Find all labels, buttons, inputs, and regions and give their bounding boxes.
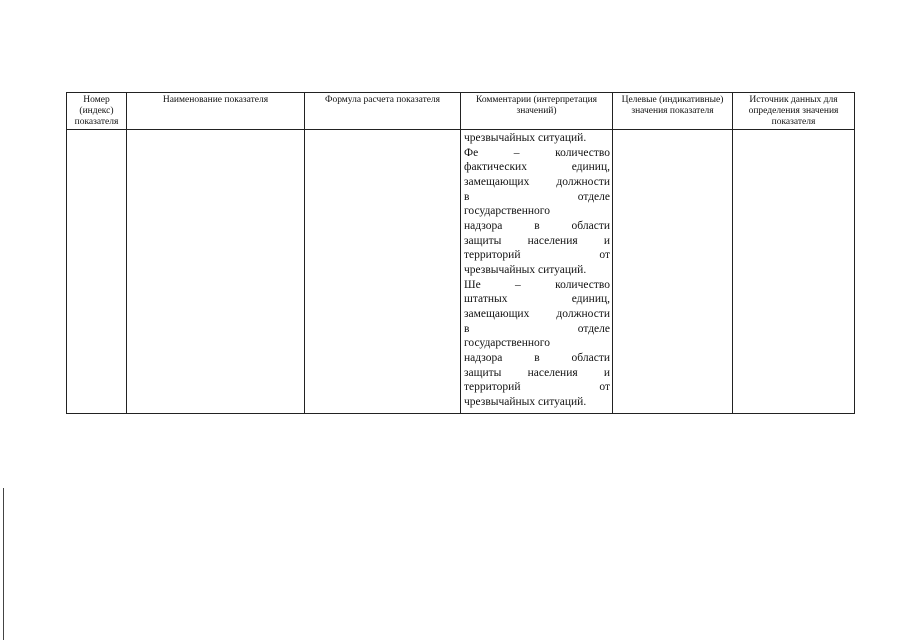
- comment-line: государственного: [464, 337, 550, 350]
- comment-line: Ше – количество: [464, 278, 610, 291]
- comment-line: чрезвычайных ситуаций.: [464, 395, 587, 408]
- comment-line: чрезвычайных ситуаций.: [464, 132, 587, 144]
- comment-line: фактических единиц,: [464, 161, 610, 174]
- comment-line: территорий от: [464, 381, 610, 394]
- comment-line: штатных единиц,: [464, 293, 610, 306]
- cell-data-source: [733, 130, 855, 414]
- comment-line: замещающих должности: [464, 307, 610, 320]
- comment-line: в отделе: [464, 190, 610, 203]
- header-data-source: Источник данных для определения значения показателя: [733, 93, 855, 130]
- comment-line: защиты населения и: [464, 366, 610, 379]
- header-comments: Комментарии (интерпретация значений): [461, 93, 613, 130]
- comment-line: в отделе: [464, 322, 610, 335]
- header-index: Номер (индекс) показателя: [67, 93, 127, 130]
- cell-name: [127, 130, 305, 414]
- table-row: [67, 130, 855, 414]
- scan-edge-line: [3, 488, 4, 640]
- header-target-values: Целевые (индикативные) значения показателя: [613, 93, 733, 130]
- header-formula: Формула расчета показателя: [305, 93, 461, 130]
- comment-line: чрезвычайных ситуаций.: [464, 263, 587, 276]
- cell-index: [67, 130, 127, 414]
- indicator-table: [66, 92, 855, 414]
- comment-line: государственного: [464, 205, 550, 218]
- cell-target-values: [613, 130, 733, 414]
- table-header-row: [67, 93, 855, 130]
- comment-line: защиты населения и: [464, 234, 610, 247]
- header-name: Наименование показателя: [127, 93, 305, 130]
- comment-line: замещающих должности: [464, 175, 610, 188]
- comment-line: территорий от: [464, 249, 610, 262]
- comment-line: надзора в области: [464, 351, 610, 364]
- comment-line: надзора в области: [464, 219, 610, 232]
- cell-comments: [461, 130, 613, 414]
- comment-line: Фе – количество: [464, 146, 610, 159]
- cell-formula: [305, 130, 461, 414]
